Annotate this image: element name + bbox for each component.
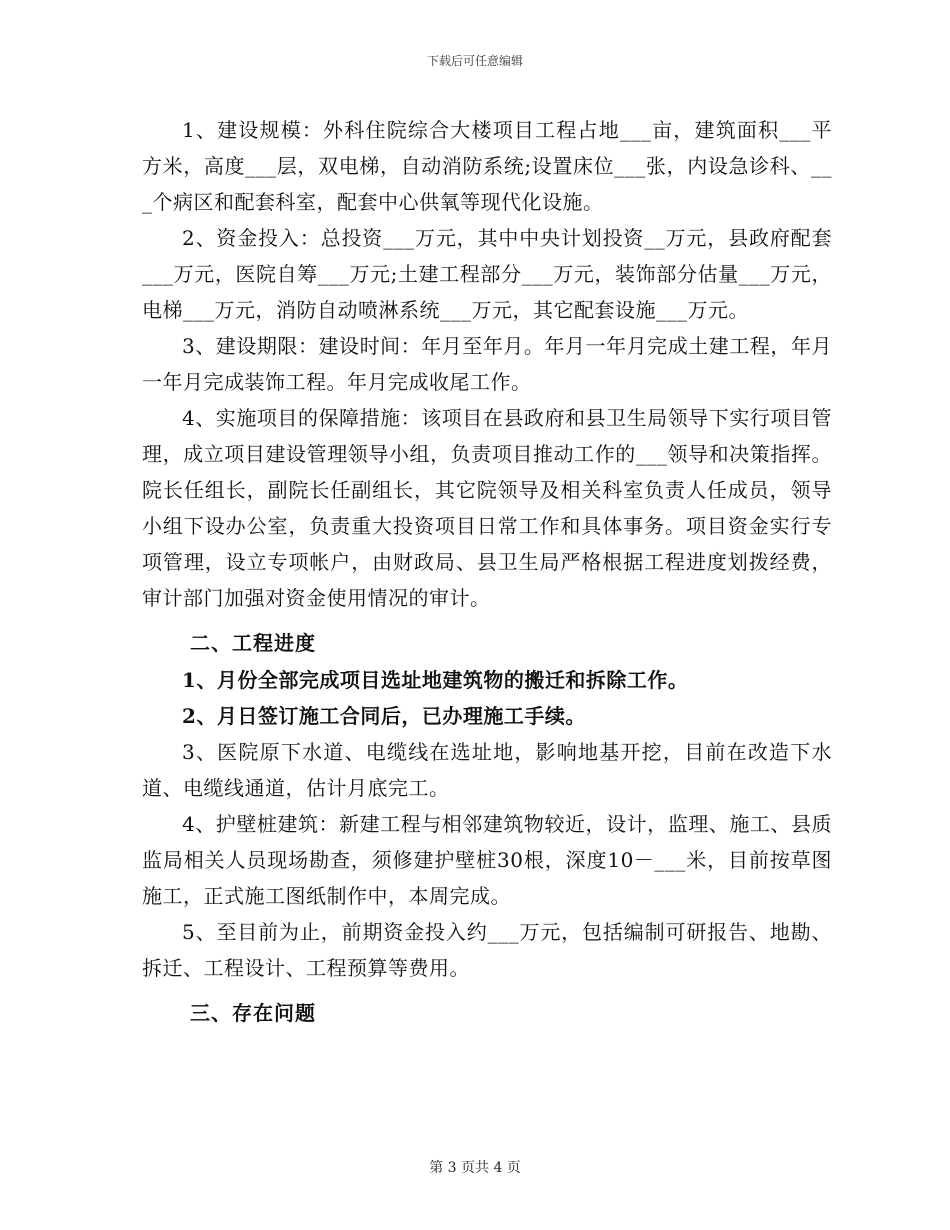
progress-item-3: 3、医院原下水道、电缆线在选址地，影响地基开挖，目前在改造下水道、电缆线通道，估计月底完工。: [142, 740, 832, 800]
section-heading-issues: 三、存在问题: [190, 1001, 316, 1025]
paragraph-scale: 1、建设规模：外科住院综合大楼项目工程占地___亩，建筑面积___平方米，高度___层，双电梯，自动消防系统;设置床位___张，内设急诊科、___个病区和配套科室，配套中心供氧等现代化设施。: [142, 118, 832, 214]
paragraph-schedule: 3、建设期限：建设时间：年月至年月。年月一年月完成土建工程，年月一年月完成装饰工程。年月完成收尾工作。: [142, 334, 832, 394]
progress-item-2: 2、月日签订施工合同后，已办理施工手续。: [182, 704, 586, 728]
page-header: 下载后可任意编辑: [426, 54, 523, 68]
progress-item-1: 1、月份全部完成项目选址地建筑物的搬迁和拆除工作。: [182, 668, 689, 692]
progress-item-5: 5、至目前为止，前期资金投入约___万元，包括编制可研报告、地勘、拆迁、工程设计、工程预算等费用。: [142, 920, 832, 980]
paragraph-safeguards: 4、实施项目的保障措施：该项目在县政府和县卫生局领导下实行项目管理，成立项目建设管理领导小组，负责项目推动工作的___领导和决策指挥。院长任组长，副院长任副组长，其它院领导及相关科室负责人任成员，领导小组下设办公室，负责重大投资项目日常工作和具体事务。项目资金实行专项管理，设立专项帐户，由财政局、县卫生局严格根据工程进度划拨经费，审计部门加强对资金使用情况的审计。: [142, 406, 832, 610]
progress-item-4: 4、护壁桩建筑：新建工程与相邻建筑物较近，设计，监理、施工、县质监局相关人员现场勘查，须修建护壁桩30根，深度10－___米，目前按草图施工，正式施工图纸制作中，本周完成。: [142, 812, 832, 908]
paragraph-funding: 2、资金投入：总投资___万元，其中中央计划投资__万元，县政府配套___万元，医院自筹___万元;土建工程部分___万元，装饰部分估量___万元，电梯___万元，消防自动喷淋系统___万元，其它配套设施___万元。: [142, 226, 832, 322]
page-footer: 第 3 页共 4 页: [429, 1160, 521, 1176]
document-body: [142, 112, 832, 1032]
section-heading-progress: 二、工程进度: [190, 631, 316, 655]
